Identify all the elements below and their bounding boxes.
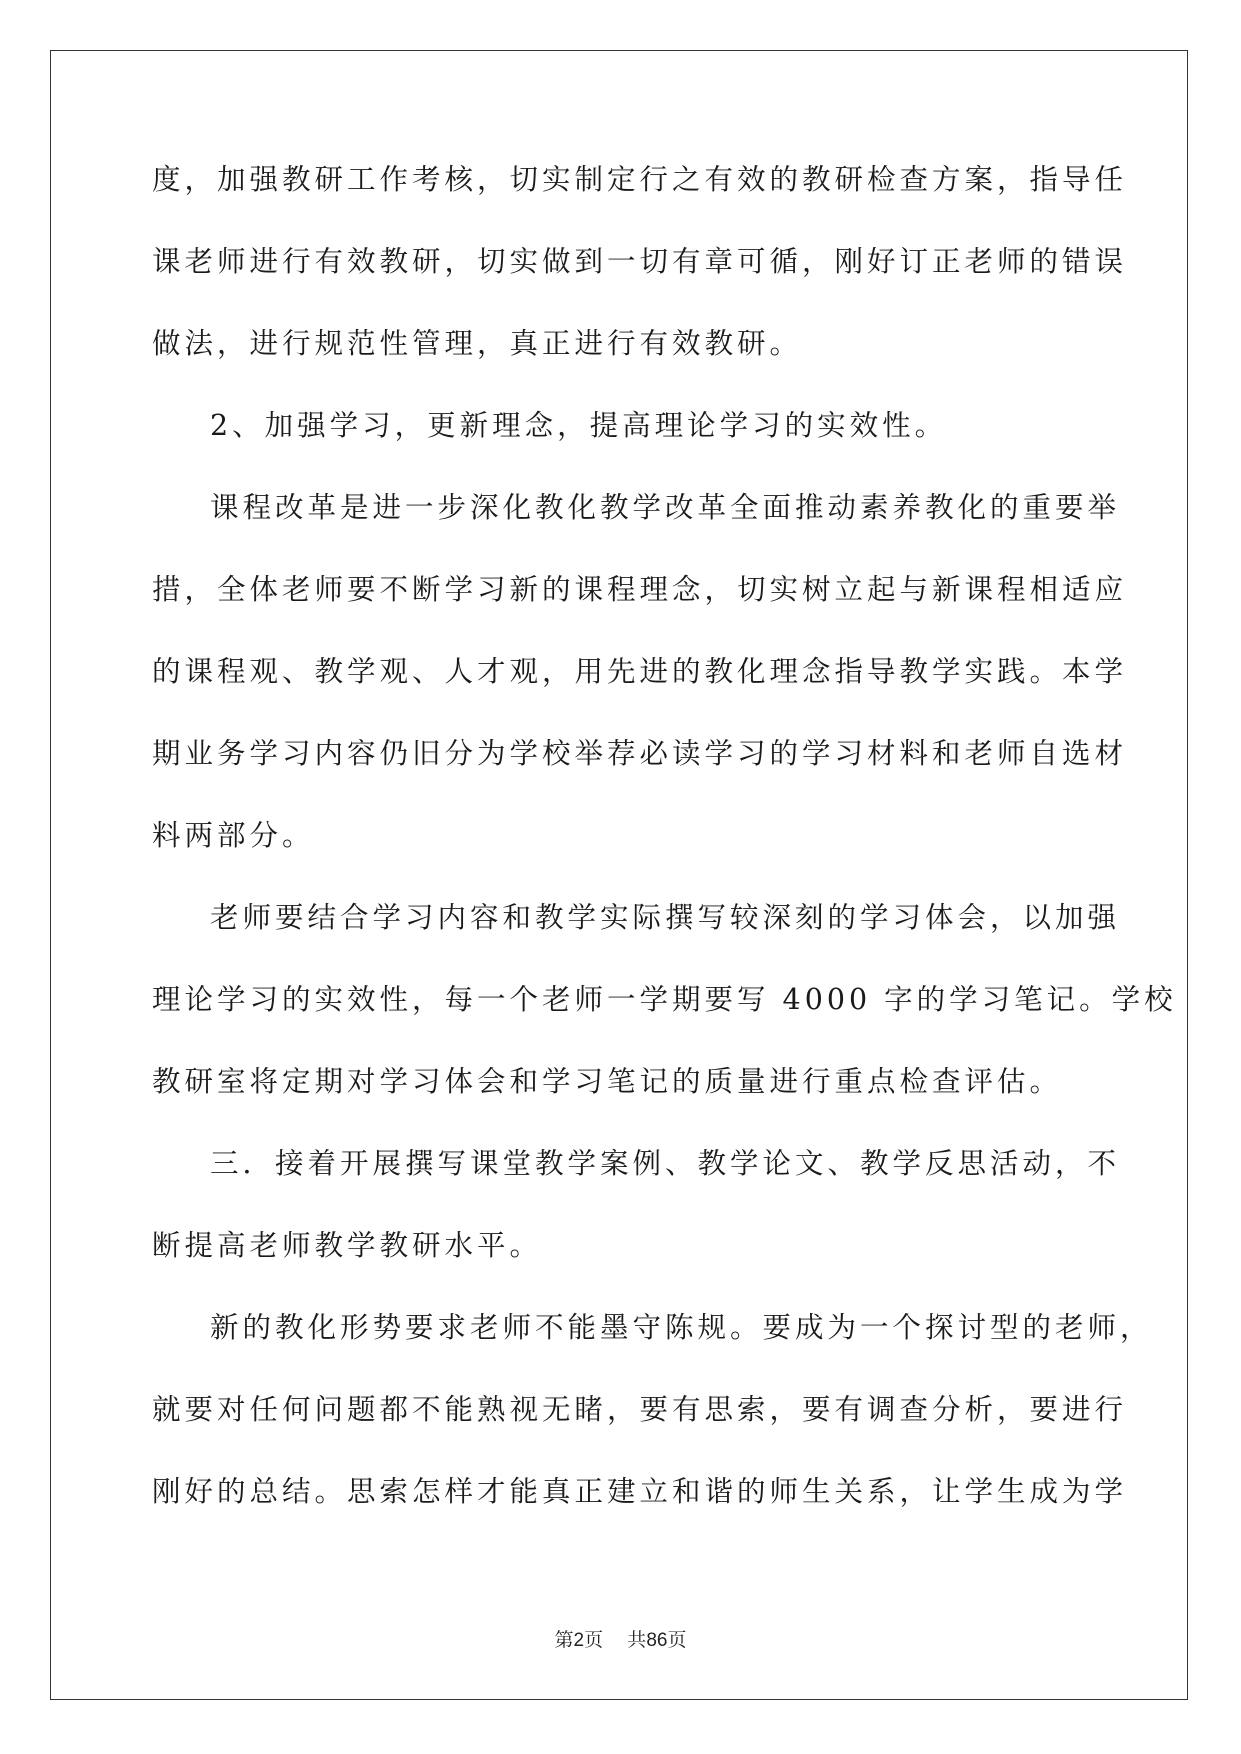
text-line: 料两部分。 (152, 819, 315, 852)
footer-total-suffix: 页 (667, 1629, 687, 1651)
text-line: 理论学习的实效性，每一个老师一学期要写 4000 字的学习笔记。学校 (152, 983, 1177, 1016)
text-line: 教研室将定期对学习体会和学习笔记的质量进行重点检查评估。 (152, 1065, 1063, 1098)
text-line: 就要对任何问题都不能熟视无睹，要有思索，要有调查分析，要进行 (152, 1393, 1128, 1426)
section-heading: 2、加强学习，更新理念，提高理论学习的实效性。 (210, 409, 948, 442)
document-body (152, 160, 1177, 1554)
page-number: 2 (573, 1630, 585, 1651)
text-line: 课老师进行有效教研，切实做到一切有章可循，刚好订正老师的错误 (152, 245, 1128, 278)
footer-prefix: 第 (554, 1629, 574, 1651)
section-heading: 三．接着开展撰写课堂教学案例、教学论文、教学反思活动，不 (210, 1147, 1121, 1180)
text-line: 刚好的总结。思索怎样才能真正建立和谐的师生关系，让学生成为学 (152, 1475, 1128, 1508)
footer-page-suffix: 页 (584, 1629, 604, 1651)
page-footer (0, 1625, 1241, 1652)
text-line: 课程改革是进一步深化教化教学改革全面推动素养教化的重要举 (210, 491, 1121, 524)
text-line: 老师要结合学习内容和教学实际撰写较深刻的学习体会，以加强 (210, 901, 1121, 934)
text-line: 新的教化形势要求老师不能墨守陈规。要成为一个探讨型的老师， (210, 1311, 1153, 1344)
text-line: 期业务学习内容仍旧分为学校举荐必读学习的学习材料和老师自选材 (152, 737, 1128, 770)
text-line: 断提高老师教学教研水平。 (152, 1229, 543, 1262)
text-line: 做法，进行规范性管理，真正进行有效教研。 (152, 327, 803, 360)
text-line: 度，加强教研工作考核，切实制定行之有效的教研检查方案，指导任 (152, 163, 1128, 196)
total-pages: 86 (646, 1630, 668, 1651)
footer-total-prefix: 共 (627, 1629, 647, 1651)
text-line: 措，全体老师要不断学习新的课程理念，切实树立起与新课程相适应 (152, 573, 1128, 606)
text-line: 的课程观、教学观、人才观，用先进的教化理念指导教学实践。本学 (152, 655, 1128, 688)
